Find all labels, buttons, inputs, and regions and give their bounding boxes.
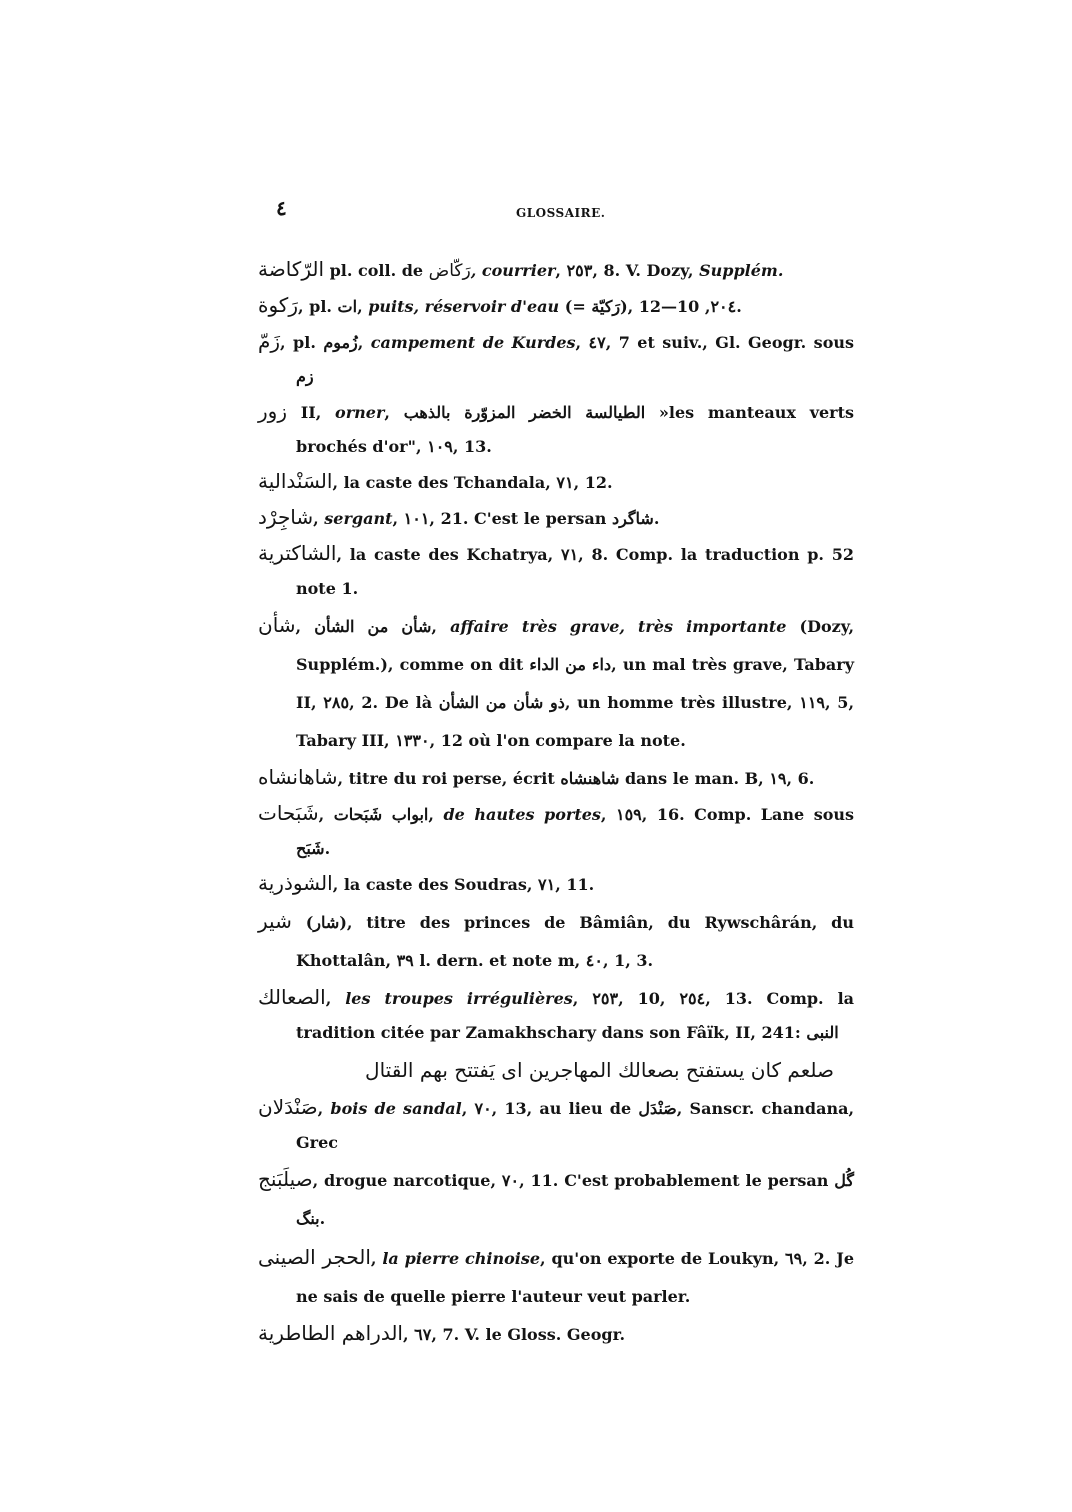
entry-text: , la caste des Kchatrya, ٧١, 8. Comp. la traduction p. 52 note 1. — [296, 545, 855, 598]
entry-headword: شاجِرْد — [258, 505, 314, 529]
entry-ref: (Dozy, Supplém.), comme on dit داء من الداء, un mal très grave, Tabary II, ٢٨٥, 2. De là ذو شأن من الشأن, un homme très illustre, ١١٩, 5, Tabary III, ١٣٣٠, 12 où l'on compare la note. — [296, 617, 855, 750]
entry-shaktariya — [258, 536, 854, 606]
entry-headword: الشاكترية — [258, 541, 337, 565]
entry-shir — [258, 902, 854, 980]
entry-quote: صلعم كان يستفتح بصعالك المهاجرين اى يَفتتح بهم القتال — [365, 1058, 834, 1082]
entry-text: pl. coll. de — [324, 261, 429, 280]
entry-headword: شير — [258, 909, 292, 933]
glossary-entries — [258, 252, 854, 1352]
entry-text: , — [325, 989, 346, 1008]
entry-text: , شأن من الشأن, — [295, 617, 451, 636]
entry-ref: , ١٥٩, 16. Comp. Lane sous شَبَح. — [296, 805, 855, 858]
entry-hajar-sini — [258, 1238, 854, 1316]
entry-gloss: bois de sandal — [330, 1099, 462, 1118]
entry-text: , la caste des Tchandala, ٧١, 12. — [332, 473, 613, 492]
entry-text: , pl. ات, — [298, 297, 369, 316]
entry-gloss: les troupes irrégulières — [345, 989, 573, 1008]
entry-ref: , ١٠١, 21. C'est le persan شاگرد. — [392, 509, 660, 528]
entry-rakwa — [258, 288, 854, 324]
entry-text: , titre du roi perse, écrit شاهنشاه dans le man. B, ١٩, 6. — [337, 769, 815, 788]
entry-gloss: puits, réservoir d'eau — [368, 297, 560, 316]
entry-headword: زَمّ — [258, 329, 281, 353]
entry-headword: الصعالك — [258, 985, 326, 1009]
entry-rakkada — [258, 252, 854, 288]
entry-gloss: campement de Kurdes — [370, 333, 576, 352]
entry-text: (شار), titre des princes de Bâmiân, du Rywschârán, du Khottalân, ٣٩ l. dern. et note m, ٤٠, 1, 3. — [291, 913, 854, 970]
entry-headword: شأن — [258, 613, 296, 637]
entry-text: , ابواب شَبَحات, — [318, 805, 444, 824]
entry-text: II, — [286, 403, 336, 422]
entry-gloss: la pierre chinoise — [382, 1249, 541, 1268]
entry-ref: , ٢٥٣, 8. V. Dozy, — [555, 261, 700, 280]
entry-gloss: de hautes portes — [443, 805, 601, 824]
entry-headword: الحجر الصينى — [258, 1245, 371, 1269]
entry-saalik — [258, 980, 854, 1090]
entry-ref-italic: Supplém. — [699, 261, 784, 280]
entry-ref: , ٤٧, 7 et suiv., Gl. Geogr. sous زم — [296, 333, 854, 386]
entry-headword: شَبَحات — [258, 801, 319, 825]
entry-sandalan — [258, 1090, 854, 1160]
entry-text: , — [313, 509, 325, 528]
entry-text: , pl. زُموم, — [280, 333, 371, 352]
entry-shabahat — [258, 796, 854, 866]
entry-darahim-tatiriya — [258, 1316, 854, 1352]
entry-text: , ٦٧, 7. V. le Gloss. Geogr. — [402, 1325, 626, 1344]
entry-text: , drogue narcotique, ٧٠, 11. C'est probablement le persan گُل بنگ. — [296, 1171, 854, 1228]
entry-ref: , الطيالسة الخضر المزوّرة بالذهب »les manteaux verts brochés d'or", ١٠٩, 13. — [296, 403, 855, 456]
entry-text: , — [370, 1249, 383, 1268]
entry-sandaliya — [258, 464, 854, 500]
entry-shagird — [258, 500, 854, 536]
running-head: GLOSSAIRE. — [516, 206, 606, 220]
entry-ref: , ٧٠, 13, au lieu de صَنْدَل, Sanscr. chandana, Grec — [296, 1099, 855, 1152]
entry-headword: الرّكاضة — [258, 257, 325, 281]
entry-headword: زور — [258, 399, 287, 423]
entry-shahanshah — [258, 760, 854, 796]
entry-shudhariya — [258, 866, 854, 902]
entry-headword: الدراهم الطاطرية — [258, 1321, 403, 1345]
entry-headword: صَنْدَلان — [258, 1095, 318, 1119]
entry-gloss: affaire très grave, très importante — [450, 617, 787, 636]
entry-arabic: رَكّاض — [428, 261, 471, 281]
entry-headword: رَكوة — [258, 293, 298, 317]
entry-headword: السَنْدالية — [258, 469, 333, 493]
entry-text: , la caste des Soudras, ٧١, 11. — [332, 875, 595, 894]
entry-silabanj — [258, 1160, 854, 1238]
entry-zwr — [258, 394, 854, 464]
entry-gloss: , courrier — [470, 261, 556, 280]
entry-ref: , qu'on exporte de Loukyn, ٦٩, 2. Je ne sais de quelle pierre l'auteur veut parler. — [296, 1249, 854, 1306]
entry-headword: شاهانشاه — [258, 765, 338, 789]
entry-ref: (= رَكيّة), ٢٠٤, 10—12. — [559, 297, 742, 316]
entry-gloss: sergant — [324, 509, 393, 528]
entry-headword: الشوذرية — [258, 871, 333, 895]
entry-ref: , ٢٥٣, 10, ٢٥٤, 13. Comp. la tradition citée par Zamakhschary dans son Fâïk, II, 241: النبى — [296, 989, 855, 1042]
entry-headword: صيلَبَنج — [258, 1167, 313, 1191]
page-number: ٤ — [276, 196, 287, 220]
entry-zamm — [258, 324, 854, 394]
entry-shan — [258, 606, 854, 760]
entry-gloss: orner — [335, 403, 385, 422]
entry-text: , — [317, 1099, 331, 1118]
